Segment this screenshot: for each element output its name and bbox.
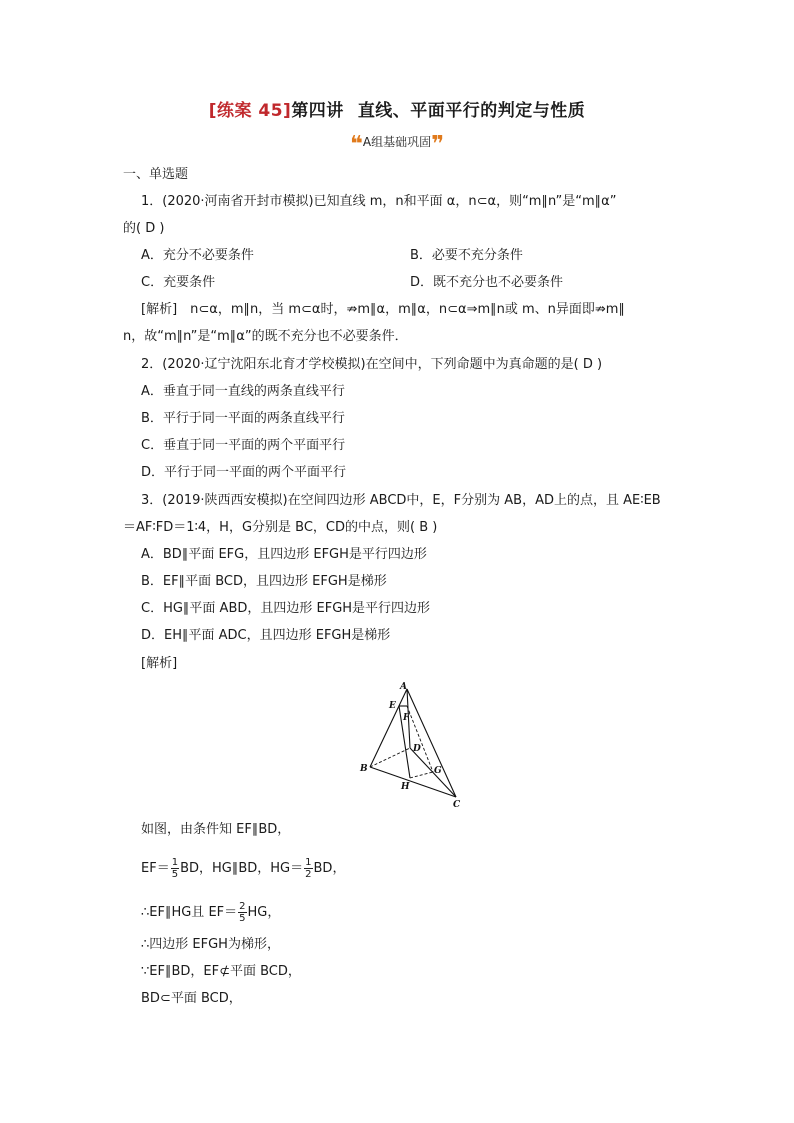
q3-option-d: D．EH∥平面 ADC，且四边形 EFGH是梯形 [141,628,391,643]
q1-option-c: C．充要条件 [141,275,216,290]
q1-paren-open: 的( [123,221,142,236]
sol2-pre: EF＝ [141,861,170,876]
page-title [0,96,794,121]
frac1-numerator: 1 [171,857,179,868]
q3-solution-line3 [141,901,280,924]
q2-option-d: D．平行于同一平面的两个平面平行 [141,465,347,480]
frac2-numerator: 1 [305,857,312,868]
fraction-one-fifth [171,857,179,880]
sol3-post: HG， [247,905,281,920]
segment-hg-hidden [410,772,433,778]
q2-stem-text: 2．(2020·辽宁沈阳东北育才学校模拟)在空间中，下列命题中为真命题的是( [141,357,579,372]
label-b: B [360,764,368,774]
exercise-tag: [练案 45] [208,101,292,121]
label-c: C [453,800,461,810]
tetrahedron-figure [355,680,475,810]
q3-solution-line2 [141,857,345,880]
q2-stem [141,357,602,373]
sol3-pre: ∴EF∥HG且 EF＝ [141,905,238,920]
q2-option-a: A．垂直于同一直线的两条直线平行 [141,384,345,399]
frac3-denominator: 5 [239,913,246,924]
label-g: G [434,766,442,776]
group-heading [0,131,794,157]
edge-bd-hidden [370,748,410,767]
topic-title: 直线、平面平行的判定与性质 [357,101,586,121]
label-e: E [389,701,396,711]
frac1-denominator: 5 [171,869,179,880]
q2-answer: D [582,357,593,372]
q1-analysis-line1: [解析] n⊂α，m∥n，当 m⊂α时，⇏m∥α，m∥α，n⊂α⇒m∥n或 m、n异面即⇏m∥ [141,302,625,317]
close-quote-icon: ❞ [431,131,445,157]
fraction-two-fifths [238,901,246,924]
edge-ac [407,689,456,797]
q3-analysis-label: [解析] [141,656,178,671]
frac3-numerator: 2 [239,901,246,912]
q2-option-c: C．垂直于同一平面的两个平面平行 [141,438,346,453]
q3-option-b: B．EF∥平面 BCD，且四边形 EFGH是梯形 [141,574,387,589]
q3-stem-line2 [123,520,437,536]
label-d: D [413,744,421,754]
tetrahedron-diagram [355,680,475,810]
fraction-one-half [304,857,312,880]
open-quote-icon: ❝ [349,131,363,157]
sol2-mid: BD，HG∥BD，HG＝ [180,861,304,876]
q1-answer: D [145,221,156,236]
q3-solution-line1: 如图，由条件知 EF∥BD， [141,822,291,837]
q1-analysis-line2: n，故“m∥n”是“m∥α”的既不充分也不必要条件． [123,329,408,344]
q1-option-d: D．既不充分也不必要条件 [410,275,564,290]
frac2-denominator: 2 [305,869,312,880]
q3-option-a: A．BD∥平面 EFG，且四边形 EFGH是平行四边形 [141,547,427,562]
q3-option-c: C．HG∥平面 ABD，且四边形 EFGH是平行四边形 [141,601,431,616]
group-label: A组基础巩固 [362,135,432,149]
q3-solution-line6: BD⊂平面 BCD， [141,991,242,1006]
edge-dc [410,748,456,797]
lecture-label: 第四讲 [291,101,344,121]
section-heading: 一、单选题 [123,167,189,182]
q3-stem-text: ＝AF∶FD＝1∶4，H，G分别是 BC，CD的中点，则( [123,520,416,535]
q3-paren-close: ) [432,520,438,535]
q3-stem-line1: 3．(2019·陕西西安模拟)在空间四边形 ABCD中，E，F分别为 AB，AD上的点，且 AE∶EB [141,493,661,508]
edge-bc [370,767,456,797]
q3-solution-line5: ∵EF∥BD，EF⊄平面 BCD， [141,964,301,979]
q1-stem-line2 [123,221,164,237]
q1-paren-close: ) [159,221,165,236]
q3-solution-line4: ∴四边形 EFGH为梯形， [141,937,280,952]
q2-paren-close: ) [597,357,603,372]
q1-option-a: A．充分不必要条件 [141,248,254,263]
q1-stem-line1: 1．(2020·河南省开封市模拟)已知直线 m，n和平面 α，n⊂α，则“m∥n”是“m∥α” [141,194,617,209]
q3-answer: B [419,520,429,535]
q2-option-b: B．平行于同一平面的两条直线平行 [141,411,345,426]
sol2-post: BD， [313,861,346,876]
label-f: F [403,713,410,723]
q1-option-b: B．必要不充分条件 [410,248,523,263]
label-h: H [401,782,410,792]
label-a: A [400,682,407,692]
